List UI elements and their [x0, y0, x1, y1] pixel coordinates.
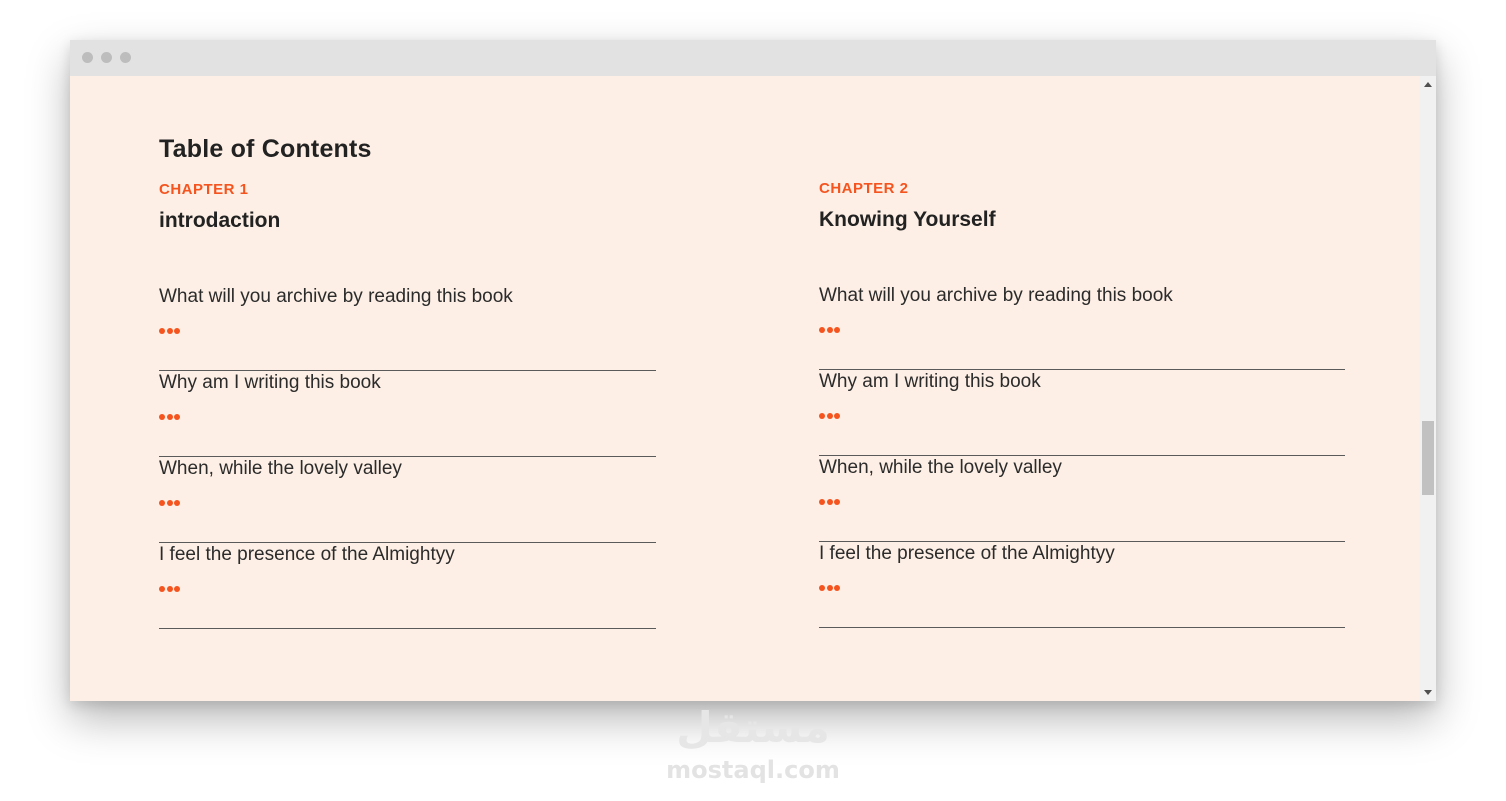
chapter-2-section	[819, 179, 1345, 628]
list-item[interactable]	[159, 285, 656, 371]
more-dots-icon[interactable]	[819, 578, 842, 586]
window-control-dot[interactable]	[82, 52, 93, 63]
more-dots-icon[interactable]	[159, 321, 182, 329]
list-item-label: Why am I writing this book	[159, 372, 381, 393]
list-item[interactable]	[819, 456, 1345, 542]
window-control-dot[interactable]	[101, 52, 112, 63]
scroll-down-arrow-icon[interactable]	[1424, 690, 1432, 695]
list-item[interactable]	[159, 457, 656, 543]
more-dots-icon[interactable]	[819, 492, 842, 500]
scroll-up-arrow-icon[interactable]	[1424, 82, 1432, 87]
vertical-scrollbar[interactable]	[1420, 76, 1436, 701]
chapter-item-list	[819, 284, 1345, 628]
chapter-1-section	[159, 180, 656, 629]
list-item-label: Why am I writing this book	[819, 371, 1041, 392]
list-item[interactable]	[819, 370, 1345, 456]
watermark-logo	[662, 700, 844, 784]
window-control-dot[interactable]	[120, 52, 131, 63]
scrollbar-thumb[interactable]	[1422, 421, 1434, 495]
list-item-label: I feel the presence of the Almightyy	[819, 543, 1115, 564]
list-item-label: I feel the presence of the Almightyy	[159, 544, 455, 565]
watermark-latin-text: mostaql.com	[666, 756, 840, 784]
chapter-label: CHAPTER 1	[159, 181, 249, 198]
watermark-arabic-text: مستقل	[676, 703, 830, 752]
list-item-label: When, while the lovely valley	[819, 457, 1062, 478]
chapter-title[interactable]: introdaction	[159, 209, 281, 232]
more-dots-icon[interactable]	[819, 320, 842, 328]
list-item[interactable]	[159, 371, 656, 457]
page-title: Table of Contents	[159, 135, 372, 163]
page-viewport	[70, 76, 1420, 701]
list-item-label: What will you archive by reading this book	[159, 286, 513, 307]
more-dots-icon[interactable]	[159, 493, 182, 501]
browser-window	[70, 40, 1436, 701]
list-item[interactable]	[819, 542, 1345, 628]
list-item-label: When, while the lovely valley	[159, 458, 402, 479]
chapter-item-list	[159, 285, 656, 629]
more-dots-icon[interactable]	[819, 406, 842, 414]
chapter-title[interactable]: Knowing Yourself	[819, 208, 996, 231]
list-item[interactable]	[159, 543, 656, 629]
more-dots-icon[interactable]	[159, 579, 182, 587]
list-item-label: What will you archive by reading this book	[819, 285, 1173, 306]
window-titlebar	[70, 40, 1436, 76]
more-dots-icon[interactable]	[159, 407, 182, 415]
list-item[interactable]	[819, 284, 1345, 370]
chapter-label: CHAPTER 2	[819, 180, 909, 197]
